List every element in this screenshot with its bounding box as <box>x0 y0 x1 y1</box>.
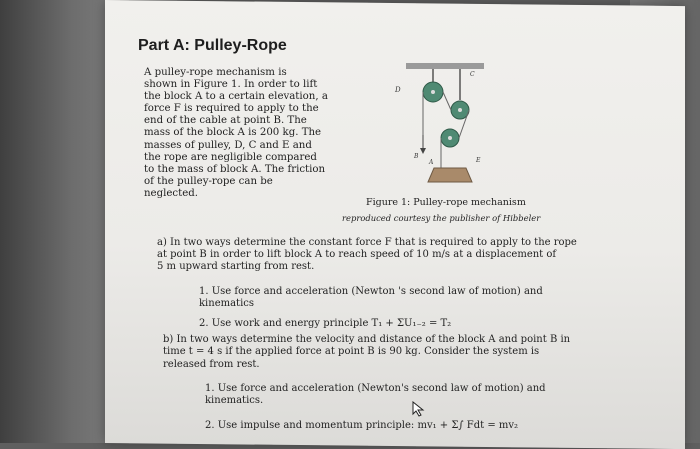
question-a-item-1-line: 1. Use force and acceleration (Newton 's second law of motion) and <box>199 286 543 297</box>
intro-line: to the mass of block A. The friction <box>144 163 326 175</box>
question-a-line: a) In two ways determine the constant force F that is required to apply to the rope <box>157 237 577 248</box>
question-b-item-1-line: 1. Use force and acceleration (Newton's second law of motion) and <box>205 383 546 394</box>
intro-line: of the pulley-rope can be <box>144 175 273 187</box>
question-b-item-1 <box>205 383 546 408</box>
figure-credit: reproduced courtesy the publisher of Hibbeler <box>342 213 541 223</box>
intro-line: mass of the block A is 200 kg. The <box>144 127 322 139</box>
intro-line: A pulley-rope mechanism is <box>144 67 287 78</box>
label-e: E <box>476 157 481 164</box>
question-a <box>157 237 577 274</box>
intro-line: shown in Figure 1. In order to lift <box>144 79 318 91</box>
pulley-figure <box>388 60 498 190</box>
question-b-item-2: 2. Use impulse and momentum principle: mv₁ + Σ∫ Fdt = mv₂ <box>205 420 519 431</box>
label-b: B <box>414 153 419 160</box>
ceiling-support <box>406 63 484 69</box>
label-d: D <box>395 86 401 94</box>
intro-line: force F is required to apply to the <box>144 103 319 115</box>
question-b-line: time t = 4 s if the applied force at point B is 90 kg. Consider the system is <box>163 346 540 358</box>
intro-line: the block A to a certain elevation, a <box>144 91 328 103</box>
page-title: Part A: Pulley-Rope <box>138 37 287 54</box>
question-a-item-2: 2. Use work and energy principle T₁ + ΣU₁₋₂ = T₂ <box>199 318 452 329</box>
intro-line: masses of pulley, D, C and E and <box>144 139 312 151</box>
mouse-pointer-icon <box>412 401 426 417</box>
question-b-line: released from rest. <box>163 358 260 370</box>
label-c: C <box>470 71 475 78</box>
intro-line: end of the cable at point B. The <box>144 115 307 127</box>
question-a-item-1-line: kinematics <box>199 298 255 310</box>
intro-line: the rope are negligible compared <box>144 151 317 163</box>
intro-paragraph <box>144 67 328 200</box>
question-b-line: b) In two ways determine the velocity and distance of the block A and point B in <box>163 334 571 345</box>
question-b <box>163 334 570 371</box>
question-b-item-1-line: kinematics. <box>205 395 264 407</box>
question-a-line: at point B in order to lift block A to reach speed of 10 m/s at a displacement of <box>157 249 557 261</box>
question-a-line: 5 m upward starting from rest. <box>157 261 315 273</box>
label-a: A <box>429 159 434 166</box>
intro-line: neglected. <box>144 187 198 199</box>
block-a <box>428 168 472 182</box>
question-a-item-1 <box>199 286 543 310</box>
figure-caption: Figure 1: Pulley-rope mechanism <box>366 197 526 208</box>
background-left <box>0 0 120 443</box>
